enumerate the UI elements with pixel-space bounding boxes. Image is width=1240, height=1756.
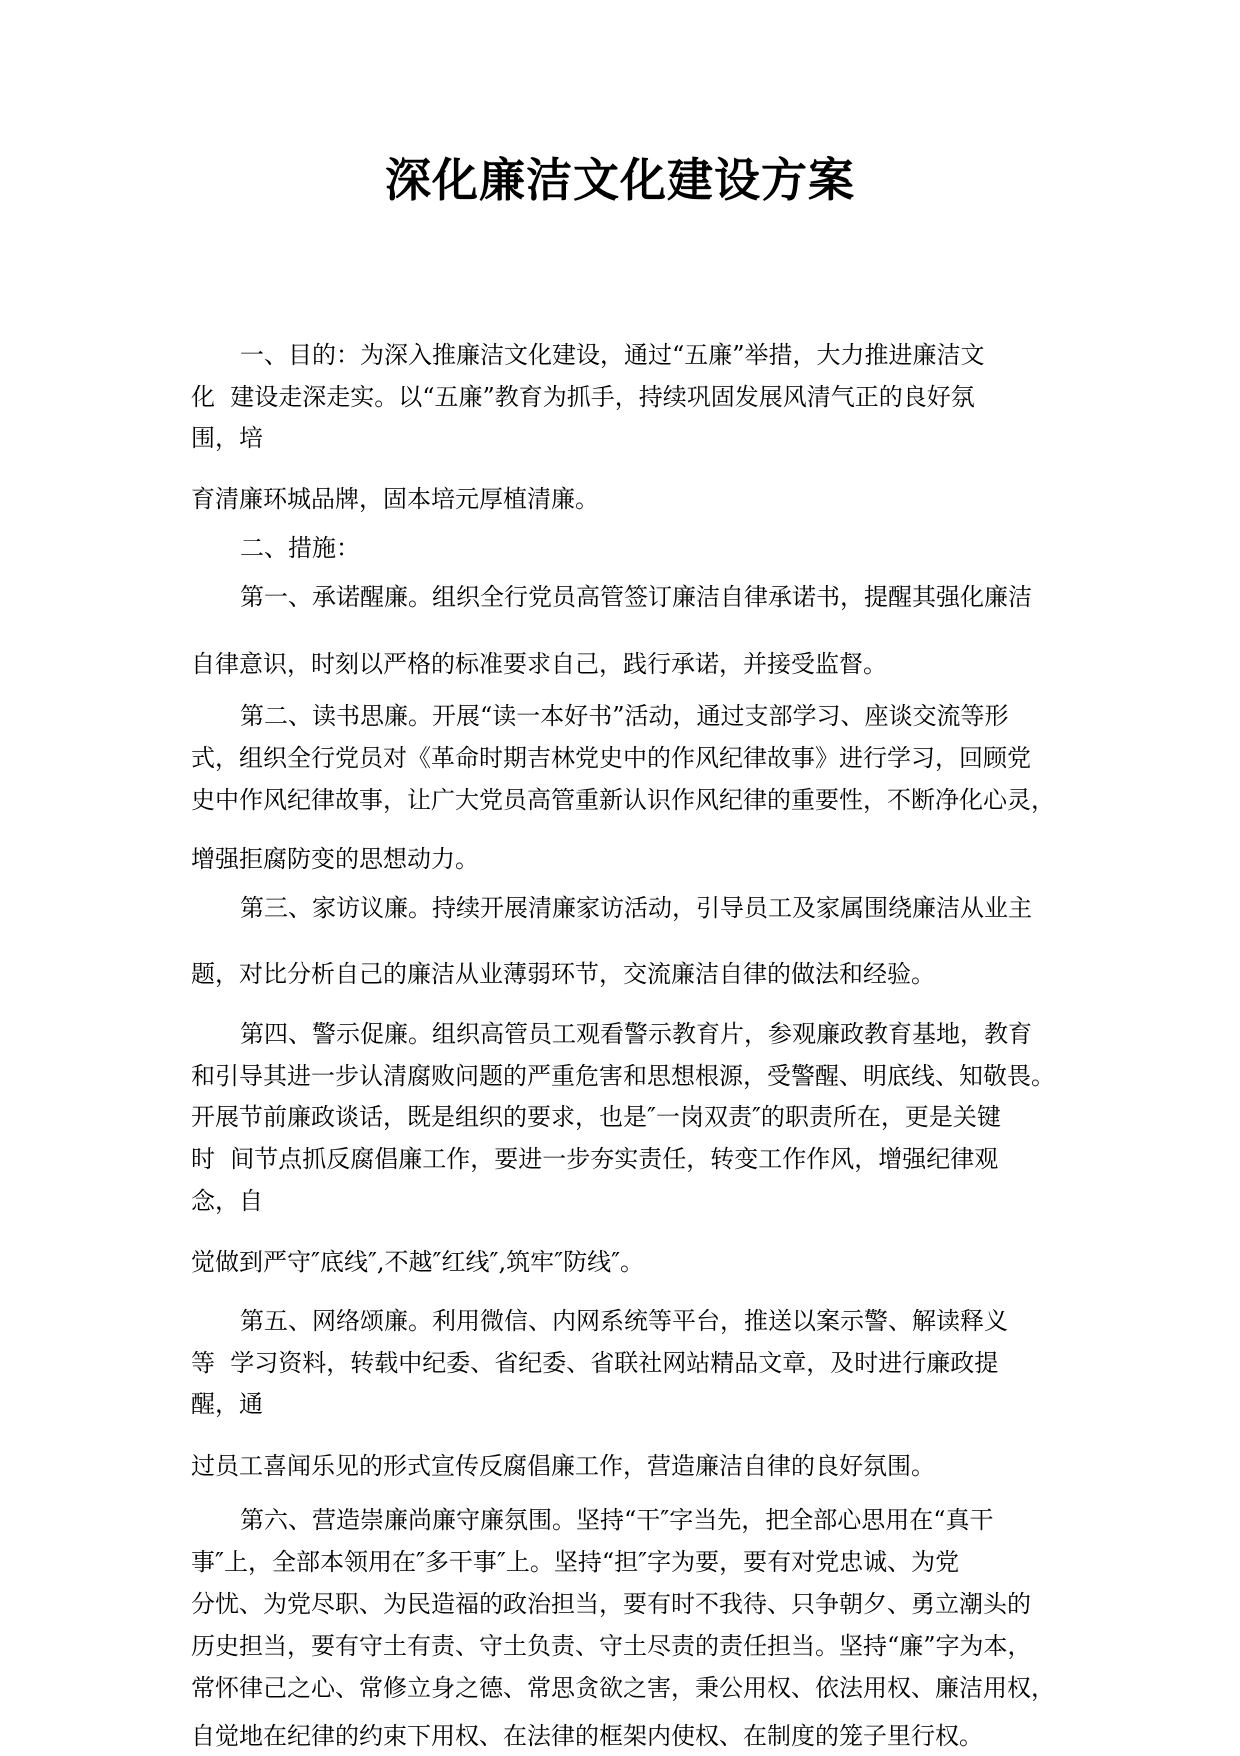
body-line: 开展节前廉政谈话，既是组织的要求，也是″一岗双责″的职责所在，更是关键 — [191, 1103, 1001, 1131]
body-line: 第六、营造崇廉尚廉守廉氛围。坚持“干″字当先，把全部心思用在“真干 — [240, 1506, 994, 1534]
body-line: 二、措施： — [240, 534, 360, 562]
body-line: 时 间节点抓反腐倡廉工作，要进一步夯实责任，转变工作作风，增强纪律观 — [191, 1145, 999, 1173]
body-line: 觉做到严守″底线″,不越″红线″,筑牢″防线″。 — [191, 1248, 645, 1276]
body-line: 第二、读书思廉。开展“读一本好书”活动，通过支部学习、座谈交流等形 — [240, 702, 1009, 730]
body-line: 围，培 — [191, 424, 263, 452]
body-line: 自觉地在纪律的约束下用权、在法律的框架内使权、在制度的笼子里行权。 — [191, 1722, 983, 1750]
body-line: 一、目的：为深入推廉洁文化建设，通过“五廉”举措，大力推进廉洁文 — [240, 341, 985, 369]
body-line: 史中作风纪律故事，让广大党员高管重新认识作风纪律的重要性，不断净化心灵， — [191, 786, 1055, 814]
body-line: 历史担当，要有守土有责、守土负责、守土尽责的责任担当。坚持“廉”字为本， — [191, 1632, 1032, 1660]
body-line: 育清廉环城品牌，固本培元厚植清廉。 — [191, 485, 599, 513]
body-line: 过员工喜闻乐见的形式宣传反腐倡廉工作，营造廉洁自律的良好氛围。 — [191, 1452, 935, 1480]
body-line: 事″上，全部本领用在″多干事″上。坚持“担″字为要，要有对党忠诚、为党 — [191, 1548, 960, 1576]
body-line: 题，对比分析自己的廉洁从业薄弱环节，交流廉洁自律的做法和经验。 — [191, 960, 935, 988]
body-line: 念，自 — [191, 1187, 263, 1215]
body-line: 醒，通 — [191, 1390, 263, 1418]
body-line: 和引导其进一步认清腐败问题的严重危害和思想根源，受警醒、明底线、知敬畏。 — [191, 1062, 1055, 1090]
body-line: 常怀律己之心、常修立身之德、常思贪欲之害，秉公用权、依法用权、廉洁用权， — [191, 1674, 1055, 1702]
body-line: 化 建设走深走实。以“五廉”教育为抓手，持续巩固发展风清气正的良好氛 — [191, 383, 975, 411]
body-line: 第一、承诺醒廉。组织全行党员高管签订廉洁自律承诺书，提醒其强化廉洁 — [240, 583, 1032, 611]
body-line: 式，组织全行党员对《革命时期吉林党史中的作风纪律故事》进行学习，回顾党 — [191, 744, 1031, 772]
document-title: 深化廉洁文化建设方案 — [385, 153, 855, 207]
body-line: 第五、网络颂廉。利用微信、内网系统等平台，推送以案示警、解读释义 — [240, 1307, 1008, 1335]
body-line: 自律意识，时刻以严格的标准要求自己，践行承诺，并接受监督。 — [191, 650, 887, 678]
body-line: 分忧、为党尽职、为民造福的政治担当，要有时不我待、只争朝夕、勇立潮头的 — [191, 1590, 1031, 1618]
body-line: 第四、警示促廉。组织高管员工观看警示教育片，参观廉政教育基地，教育 — [240, 1020, 1032, 1048]
body-line: 第三、家访议廉。持续开展清廉家访活动，引导员工及家属围绕廉洁从业主 — [240, 894, 1032, 922]
body-line: 等 学习资料，转载中纪委、省纪委、省联社网站精品文章，及时进行廉政提 — [191, 1349, 999, 1377]
body-line: 增强拒腐防变的思想动力。 — [191, 845, 479, 873]
